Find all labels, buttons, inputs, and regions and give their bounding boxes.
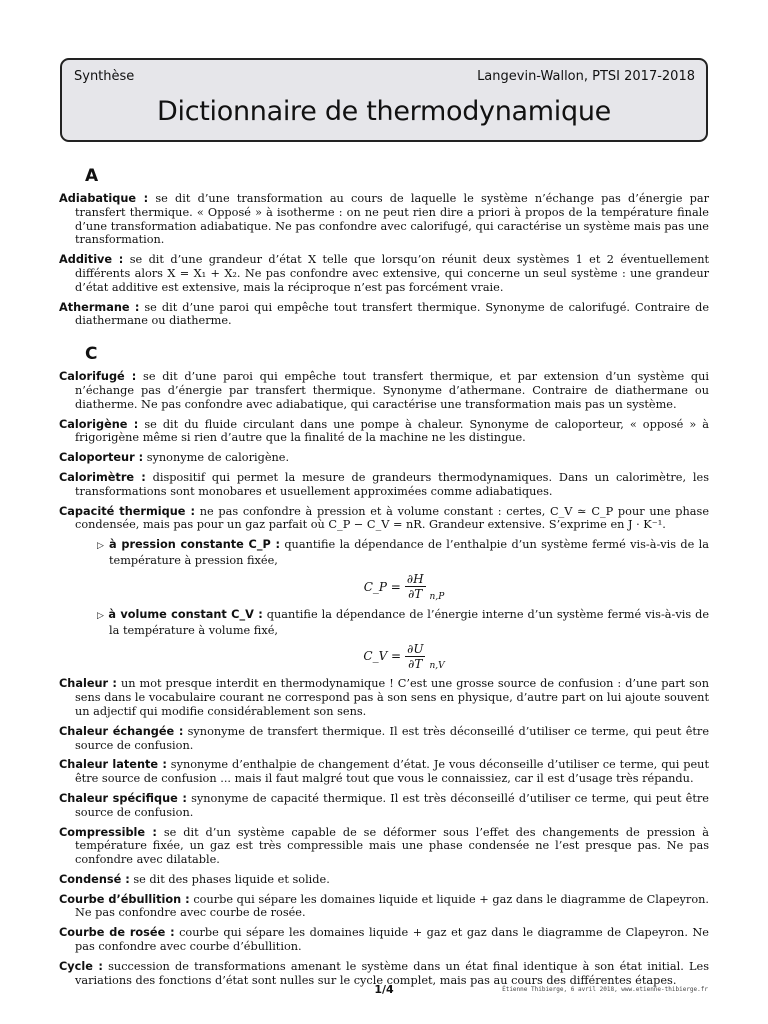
- entry-term: Chaleur échangée :: [59, 724, 184, 738]
- formula-numerator: ∂H: [406, 572, 424, 587]
- entry-additive: [59, 253, 709, 294]
- entry-calorifuge: [59, 370, 709, 411]
- entry-chaleur: [59, 677, 709, 718]
- entry-definition: se dit d’une transformation au cours de laquelle le système n’échange pas d’énergie par transfert thermique. « Opposé » à isotherme : on ne peut rien dire a priori à propos de la température finale d’une transformation adiabatique. Ne pas confondre avec calorifugé, qui caractérise un système mais pas une transformation.: [75, 192, 709, 247]
- formula-denominator: ∂T: [408, 656, 423, 671]
- formula-lhs: C_P =: [363, 579, 401, 594]
- entry-adiabatique: [59, 192, 709, 247]
- subentry-term: à volume constant C_V :: [108, 607, 263, 621]
- entry-definition: ne pas confondre à pression et à volume constant : certes, C_V ≃ C_P pour une phase condensée, mais pas pour un gaz parfait où C_P − C_V = nR. Grandeur extensive. S’exprime en J · K⁻¹.: [75, 504, 710, 532]
- entry-definition: se dit d’une paroi qui empêche tout transfert thermique, et par extension d’un système qui n’échange pas d’énergie par transfert thermique. Synonyme d’athermane. Contraire de diathermane ou diatherme. Ne pas confondre avec adiabatique, qui caractérise une transformation mais pas un système.: [75, 370, 710, 411]
- formula-lhs: C_V =: [363, 649, 402, 664]
- triangle-bullet-icon: ▷: [97, 610, 105, 621]
- section-heading: A: [85, 166, 99, 186]
- entry-term: Capacité thermique :: [59, 504, 195, 518]
- entry-definition: se dit d’une grandeur d’état X telle que lorsqu’on réunit deux systèmes 1 et 2 éventuellement différents alors X = X₁ + X₂. Ne pas confondre avec extensive, qui concerne un seul système : une grandeur d’état additive est extensive, mais la réciproque n’est pas forcément vraie.: [75, 253, 710, 294]
- entry-definition: courbe qui sépare les domaines liquide et liquide + gaz dans le diagramme de Clapeyron. Ne pas confondre avec courbe de rosée.: [75, 892, 710, 920]
- section-c: [59, 344, 709, 987]
- entry-definition: se dit des phases liquide et solide.: [133, 872, 330, 886]
- entry-calorimetre: [59, 471, 709, 499]
- subentry-pression-constante: [97, 538, 709, 568]
- entry-term: Courbe de rosée :: [59, 926, 175, 940]
- entry-chaleur-specifique: [59, 792, 709, 820]
- entry-term: Chaleur spécifique :: [59, 791, 187, 805]
- header-course: Langevin-Wallon, PTSI 2017-2018: [477, 69, 695, 84]
- page-title: Dictionnaire de thermodynamique: [157, 96, 611, 127]
- entry-term: Chaleur :: [59, 677, 117, 691]
- entry-term: Caloporteur :: [59, 451, 144, 465]
- formula-fraction: [405, 572, 426, 601]
- entry-term: Adiabatique :: [59, 192, 149, 205]
- entry-chaleur-echangee: [59, 725, 709, 753]
- entry-compressible: [59, 826, 709, 867]
- formula-denominator: ∂T: [408, 587, 423, 602]
- entry-definition: synonyme de calorigène.: [146, 451, 290, 465]
- entry-caloporteur: [59, 451, 709, 465]
- header-box: [60, 58, 708, 142]
- formula-fraction: [405, 642, 425, 671]
- entry-term: Calorifugé :: [59, 370, 137, 384]
- entry-capacite-thermique: [59, 505, 709, 533]
- formula-cv: [99, 639, 709, 673]
- entry-courbe-ebullition: [59, 893, 709, 921]
- subentry-volume-constant: [97, 608, 709, 638]
- entry-definition: se dit du fluide circulant dans une pompe à chaleur. Synonyme de caloporteur, « opposé » à frigorigène même si rien d’autre que la finalité de la machine ne les distingue.: [75, 417, 709, 445]
- entry-definition: succession de transformations amenant le système dans un état final identique à son état initial. Les variations des fonctions d’état sont nulles sur le cycle complet, mais pas au cours des différentes étapes.: [75, 959, 710, 987]
- entry-definition: synonyme de transfert thermique. Il est très déconseillé d’utiliser ce terme, qui peut être source de confusion.: [75, 724, 709, 752]
- entry-term: Courbe d’ébullition :: [59, 892, 190, 906]
- entry-term: Chaleur latente :: [59, 758, 167, 772]
- entry-definition: un mot presque interdit en thermodynamique ! C’est une grosse source de confusion : d’une part son sens dans le vocabulaire courant ne correspond pas à son sens en physique, d’autre part on lui ajoute souvent un adjectif qui modifie considérablement son sens.: [75, 677, 710, 718]
- subentry-definition: quantifie la dépendance de l’énergie interne d’un système fermé vis-à-vis de la température à volume fixé,: [109, 607, 710, 637]
- entry-definition: se dit d’un système capable de se déformer sous l’effet des changements de pression à température fixée, un gaz est très compressible mais une phase condensée ne l’est presque pas. Ne pas confondre avec dilatable.: [75, 825, 709, 867]
- entry-term: Condensé :: [59, 872, 130, 886]
- entry-definition: se dit d’une paroi qui empêche tout transfert thermique. Synonyme de calorifugé. Contraire de diathermane ou diatherme.: [75, 300, 710, 328]
- section-heading: C: [85, 344, 98, 365]
- footer-credit: Étienne Thibierge, 6 avril 2018, www.etienne-thibierge.fr: [502, 986, 708, 993]
- entry-chaleur-latente: [59, 758, 709, 786]
- entry-term: Calorimètre :: [59, 470, 146, 484]
- entry-definition: synonyme d’enthalpie de changement d’état. Je vous déconseille d’utiliser ce terme, qui peut être source de confusion ... mais il faut malgré tout que vous le connaissiez, car il est d’usage très répandu.: [75, 758, 709, 786]
- subentry-term: à pression constante C_P :: [109, 538, 280, 552]
- subentry-definition: quantifie la dépendance de l’enthalpie d’un système fermé vis-à-vis de la température à pression fixée,: [109, 538, 710, 567]
- header-category: Synthèse: [74, 69, 135, 84]
- section-a: [59, 166, 709, 328]
- formula-subscript: n,V: [429, 661, 445, 672]
- formula-cp: [99, 570, 709, 604]
- entry-definition: synonyme de capacité thermique. Il est très déconseillé d’utiliser ce terme, qui peut être source de confusion.: [75, 791, 709, 819]
- entry-term: Athermane :: [59, 300, 140, 314]
- entry-definition: courbe qui sépare les domaines liquide + gaz et gaz dans le diagramme de Clapeyron. Ne pas confondre avec courbe d’ébullition.: [75, 926, 709, 954]
- entry-athermane: [59, 301, 709, 329]
- entry-definition: dispositif qui permet la mesure de grandeurs thermodynamiques. Dans un calorimètre, les transformations sont monobares et usuellement approximées comme adiabatiques.: [75, 470, 710, 498]
- entry-term: Calorigène :: [59, 417, 139, 431]
- formula-subscript: n,P: [429, 591, 445, 602]
- page-number: 1/4: [374, 983, 394, 996]
- entry-calorigene: [59, 418, 709, 446]
- entry-term: Additive :: [59, 253, 124, 267]
- entry-courbe-rosee: [59, 926, 709, 954]
- document-body: [59, 158, 709, 1003]
- formula-numerator: ∂U: [407, 641, 424, 656]
- entry-term: Cycle :: [59, 959, 103, 973]
- triangle-bullet-icon: ▷: [97, 541, 105, 552]
- entry-term: Compressible :: [59, 825, 157, 839]
- entry-condense: [59, 873, 709, 887]
